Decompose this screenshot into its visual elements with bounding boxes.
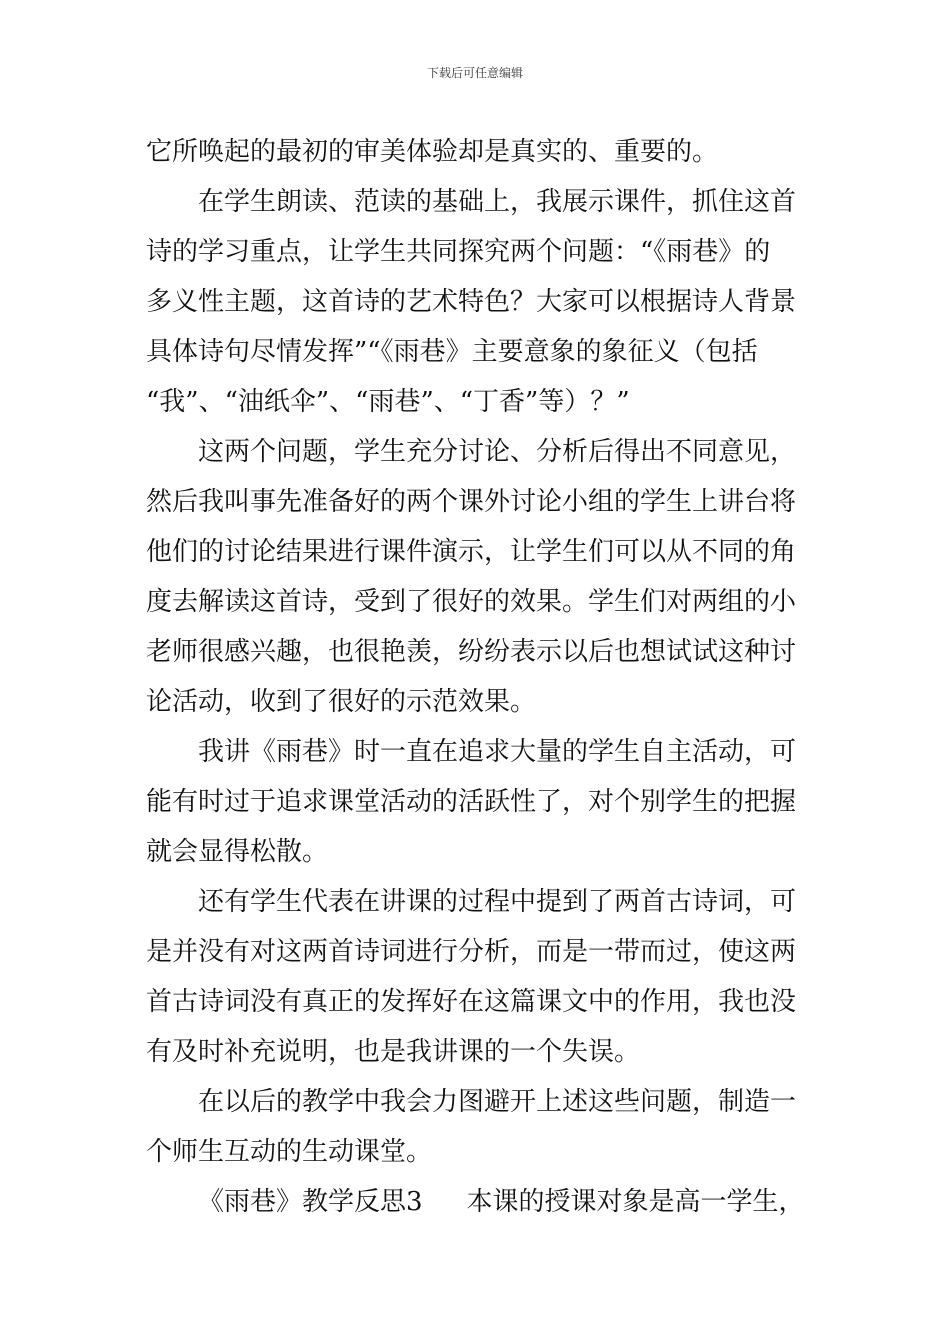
- section-start-line: [146, 1177, 806, 1227]
- paragraph-start-line: 这两个问题，学生充分讨论、分析后得出不同意见，: [198, 437, 797, 467]
- text-line: 他们的讨论结果进行课件演示，让学生们可以从不同的角: [146, 537, 797, 567]
- text-line: 有及时补充说明，也是我讲课的一个失误。: [146, 1037, 641, 1067]
- paragraph-start-line: 在以后的教学中我会力图避开上述这些问题，制造一: [198, 1087, 797, 1117]
- text-line: 是并没有对这两首诗词进行分析，而是一带而过，使这两: [146, 937, 797, 967]
- text-line: 诗的学习重点，让学生共同探究两个问题：“《雨巷》的: [146, 237, 771, 267]
- text-line: 个师生互动的生动课堂。: [146, 1137, 433, 1167]
- paragraph-start-line: 还有学生代表在讲课的过程中提到了两首古诗词，可: [198, 887, 797, 917]
- text-line: 首古诗词没有真正的发挥好在这篇课文中的作用，我也没: [146, 987, 797, 1017]
- section-title: 《雨巷》教学反思3: [198, 1187, 423, 1217]
- text-line: “我”、“油纸伞”、“雨巷”、“丁香”等）？”: [146, 387, 630, 417]
- text-line: 它所唤起的最初的审美体验却是真实的、重要的。: [146, 137, 719, 167]
- text-line: 度去解读这首诗，受到了很好的效果。学生们对两组的小: [146, 587, 797, 617]
- text-line: 多义性主题，这首诗的艺术特色？大家可以根据诗人背景: [146, 287, 797, 317]
- text-line: 老师很感兴趣，也很艳羡，纷纷表示以后也想试试这种讨: [146, 637, 797, 667]
- text-line: 就会显得松散。: [146, 837, 329, 867]
- section-text: 本课的授课对象是高一学生，: [466, 1187, 805, 1217]
- text-line: 能有时过于追求课堂活动的活跃性了，对个别学生的把握: [146, 787, 797, 817]
- document-body: [146, 127, 806, 1227]
- paragraph-start-line: 我讲《雨巷》时一直在追求大量的学生自主活动，可: [198, 737, 797, 767]
- text-line: 然后我叫事先准备好的两个课外讨论小组的学生上讲台将: [146, 487, 797, 517]
- text-line: 论活动，收到了很好的示范效果。: [146, 687, 537, 717]
- page-header: 下载后可任意编辑: [426, 66, 523, 80]
- text-line: 具体诗句尽情发挥”“《雨巷》主要意象的象征义（包括: [146, 337, 758, 367]
- paragraph-start-line: 在学生朗读、范读的基础上，我展示课件，抓住这首: [198, 187, 797, 217]
